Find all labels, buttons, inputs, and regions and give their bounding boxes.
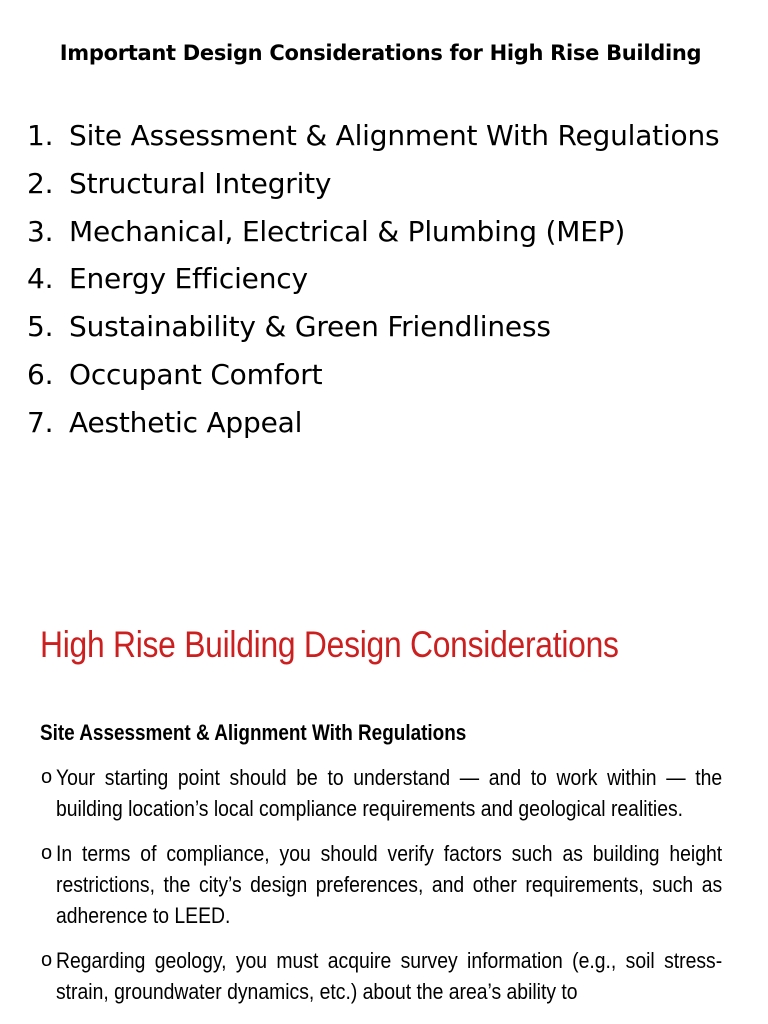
page-title: Important Design Considerations for High Rise Building (59, 41, 702, 65)
list-item-number: 2. (27, 166, 54, 200)
list-item-text: Sustainability & Green Friendliness (69, 310, 551, 344)
list-item-number: 6. (27, 357, 54, 391)
list-item-number: 7. (27, 405, 54, 439)
section-heading: Site Assessment & Alignment With Regulations (40, 720, 467, 745)
bullet-text: In terms of compliance, you should verify factors such as building height restrictions, the city’s design preferences, and other requirements, such as adherence to LEED. (56, 841, 723, 928)
list-item-text: Site Assessment & Alignment With Regulations (69, 119, 720, 152)
bullet-circle-icon: o (41, 766, 53, 788)
list-item (27, 255, 719, 303)
list-item-text: Mechanical, Electrical & Plumbing (MEP) (69, 214, 626, 248)
bullet-list (40, 762, 722, 1021)
list-item (27, 399, 719, 447)
list-item-number: 3. (27, 214, 54, 248)
bullet-item (40, 838, 722, 931)
bullet-text: Your starting point should be to understand — and to work within — the building location’s local compliance requirements and geological realities. (56, 765, 723, 821)
bullet-circle-icon: o (41, 842, 53, 864)
considerations-list (27, 112, 719, 447)
list-item (27, 112, 719, 160)
list-item-number: 1. (27, 119, 54, 152)
list-item-number: 5. (27, 310, 54, 344)
bullet-text: Regarding geology, you must acquire survey information (e.g., soil stress-strain, groundwater dynamics, etc.) about the area’s ability to (56, 948, 723, 1004)
list-item-text: Structural Integrity (69, 166, 332, 200)
list-item-text: Aesthetic Appeal (69, 405, 303, 439)
list-item (27, 351, 719, 399)
list-item (27, 208, 719, 256)
list-item (27, 160, 719, 208)
bullet-item (40, 762, 722, 824)
bullet-item (40, 945, 722, 1007)
slide-heading: High Rise Building Design Considerations (40, 624, 619, 665)
list-item-number: 4. (27, 262, 54, 296)
list-item-text: Energy Efficiency (69, 262, 308, 296)
list-item-text: Occupant Comfort (69, 357, 323, 391)
bullet-circle-icon: o (41, 949, 53, 971)
list-item (27, 303, 719, 351)
